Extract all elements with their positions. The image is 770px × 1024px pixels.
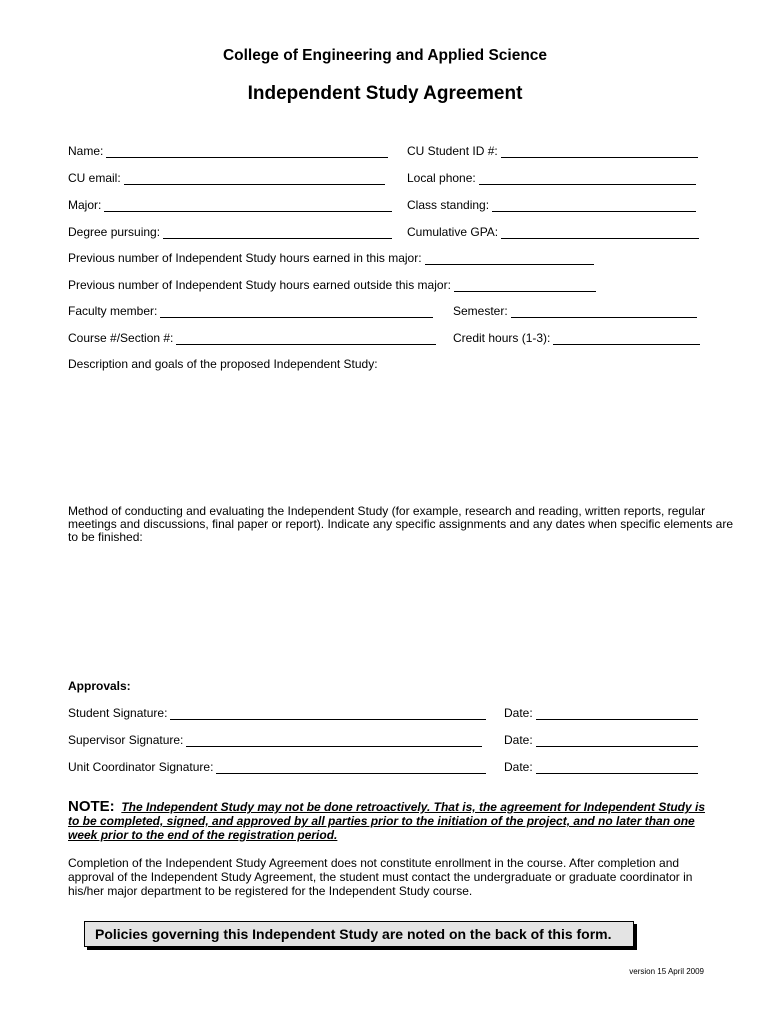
prev-hours-outside-major-field[interactable] <box>68 276 596 292</box>
phone-label: Local phone: <box>407 171 476 185</box>
class-standing-label: Class standing: <box>407 198 490 212</box>
completion-paragraph: Completion of the Independent Study Agreement does not constitute enrollment in the course. After completion and approval of the Independent Study Agreement, the student must contact the undergraduate or graduate coordinator in his/her major department to be registered for the Independent Study course. <box>68 856 693 898</box>
approvals-heading: Approvals: <box>68 679 131 693</box>
major-label: Major: <box>68 198 102 212</box>
supervisor-signature-field[interactable] <box>68 731 482 747</box>
coordinator-signature-label: Unit Coordinator Signature: <box>68 760 214 774</box>
semester-label: Semester: <box>453 304 508 318</box>
supervisor-date-line[interactable] <box>536 735 698 747</box>
faculty-field[interactable] <box>68 302 433 318</box>
student-id-label: CU Student ID #: <box>407 144 498 158</box>
prev-hours-outside-major-label: Previous number of Independent Study hours earned outside this major: <box>68 278 451 292</box>
note-text: The Independent Study may not be done retroactively. That is, the agreement for Independent Study is to be completed, signed, and approved by all parties prior to the initiation of the project, and no later than one week prior to the end of the registration period. <box>68 800 705 842</box>
degree-field[interactable] <box>68 223 392 239</box>
student-signature-field[interactable] <box>68 704 486 720</box>
coordinator-signature-field[interactable] <box>68 758 486 774</box>
degree-line[interactable] <box>163 227 392 239</box>
version-text: version 15 April 2009 <box>629 967 704 976</box>
semester-field[interactable] <box>453 302 697 318</box>
faculty-label: Faculty member: <box>68 304 158 318</box>
policy-notice-box <box>84 921 634 947</box>
email-label: CU email: <box>68 171 121 185</box>
supervisor-signature-line[interactable] <box>186 735 482 747</box>
prev-hours-in-major-line[interactable] <box>425 253 594 265</box>
student-signature-label: Student Signature: <box>68 706 168 720</box>
faculty-line[interactable] <box>160 306 433 318</box>
degree-label: Degree pursuing: <box>68 225 161 239</box>
email-field[interactable] <box>68 169 385 185</box>
college-name: College of Engineering and Applied Science <box>222 47 548 64</box>
method-line-1: Method of conducting and evaluating the Independent Study (for example, research and reading, written reports, regular <box>68 504 706 518</box>
note-block <box>68 800 708 842</box>
form-title: Independent Study Agreement <box>247 83 523 104</box>
name-label: Name: <box>68 144 104 158</box>
credit-hours-label: Credit hours (1-3): <box>453 331 551 345</box>
prev-hours-in-major-field[interactable] <box>68 249 594 265</box>
student-id-line[interactable] <box>501 146 698 158</box>
prev-hours-outside-major-line[interactable] <box>454 280 596 292</box>
description-label: Description and goals of the proposed Independent Study: <box>68 357 378 371</box>
major-line[interactable] <box>104 200 392 212</box>
coordinator-signature-line[interactable] <box>216 762 486 774</box>
coordinator-date-label: Date: <box>504 760 533 774</box>
credit-hours-field[interactable] <box>453 329 700 345</box>
method-line-3: to be finished: <box>68 530 143 544</box>
student-date-label: Date: <box>504 706 533 720</box>
policy-notice-text: Policies governing this Independent Study are noted on the back of this form. <box>95 926 612 942</box>
course-section-line[interactable] <box>176 333 436 345</box>
student-date-line[interactable] <box>536 708 698 720</box>
course-section-field[interactable] <box>68 329 436 345</box>
name-line[interactable] <box>106 146 388 158</box>
prev-hours-in-major-label: Previous number of Independent Study hours earned in this major: <box>68 251 422 265</box>
supervisor-signature-label: Supervisor Signature: <box>68 733 184 747</box>
course-section-label: Course #/Section #: <box>68 331 174 345</box>
credit-hours-line[interactable] <box>553 333 700 345</box>
email-line[interactable] <box>124 173 385 185</box>
gpa-line[interactable] <box>501 227 699 239</box>
student-id-field[interactable] <box>407 142 698 158</box>
method-line-2: meetings and discussions, final paper or report). Indicate any specific assignments and any dates when specific elements are <box>68 517 734 531</box>
coordinator-date-line[interactable] <box>536 762 698 774</box>
name-field[interactable] <box>68 142 388 158</box>
supervisor-date-field[interactable] <box>504 731 698 747</box>
supervisor-date-label: Date: <box>504 733 533 747</box>
gpa-label: Cumulative GPA: <box>407 225 499 239</box>
class-standing-line[interactable] <box>492 200 696 212</box>
phone-field[interactable] <box>407 169 696 185</box>
major-field[interactable] <box>68 196 392 212</box>
note-label: NOTE: <box>68 798 115 815</box>
coordinator-date-field[interactable] <box>504 758 698 774</box>
semester-line[interactable] <box>511 306 697 318</box>
phone-line[interactable] <box>479 173 696 185</box>
gpa-field[interactable] <box>407 223 699 239</box>
student-date-field[interactable] <box>504 704 698 720</box>
class-standing-field[interactable] <box>407 196 696 212</box>
student-signature-line[interactable] <box>170 708 486 720</box>
